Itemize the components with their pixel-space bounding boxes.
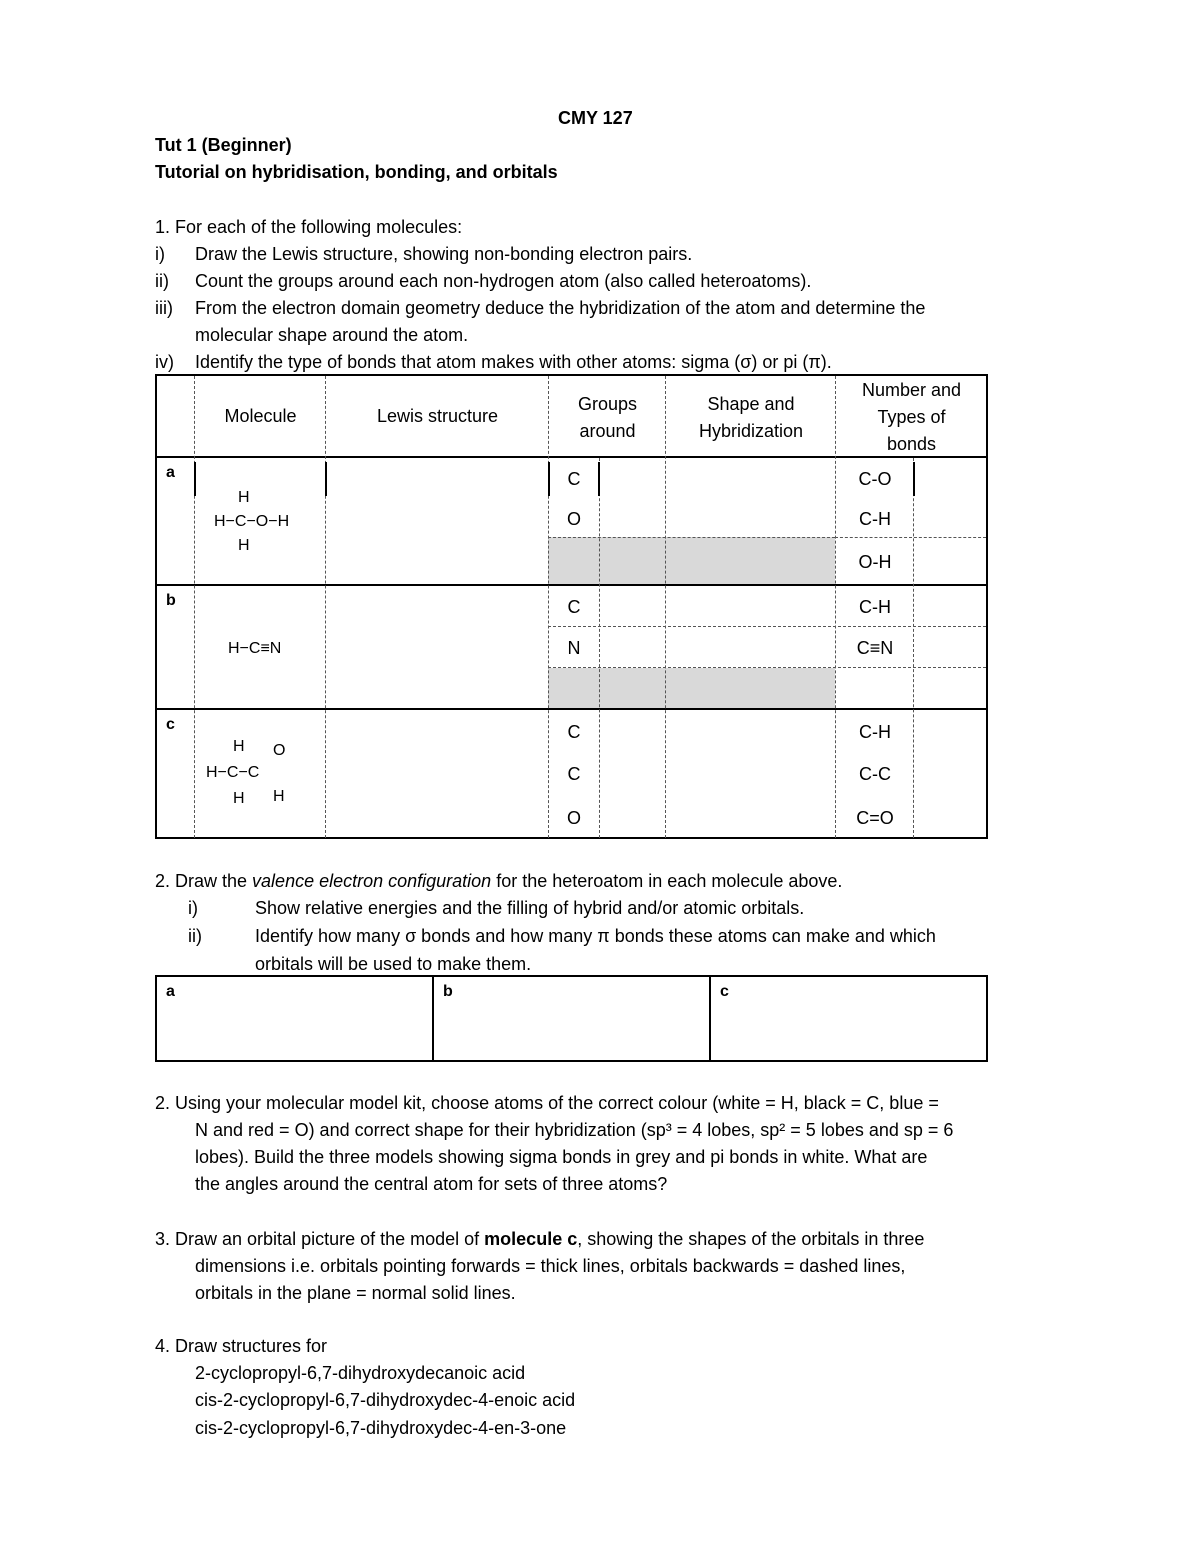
header-groups: Groups [577,394,638,414]
row-label: b [166,592,176,609]
header-lewis: Lewis structure [376,406,499,426]
q2b-line: N and red = O) and correct shape for their hybridization (sp³ = 4 lobes, sp² = 5 lobes and sp = 6 [195,1120,954,1140]
q4-item: 2-cyclopropyl-6,7-dihydroxydecanoic acid [195,1363,526,1383]
atom-cell: C [567,764,581,784]
header-bonds: Number and [861,380,962,400]
q1-item-num: ii) [155,271,169,291]
q2a-item-text: orbitals will be used to make them. [255,954,532,974]
q1-item-text: From the electron domain geometry deduce the hybridization of the atom and determine the [195,298,926,318]
atom-cell: C [567,722,581,742]
bond-cell: C-C [859,764,891,784]
course-code: CMY 127 [558,108,633,128]
q2b-line: lobes). Build the three models showing sigma bonds in grey and pi bonds in white. What are [195,1147,928,1167]
tutorial-subtitle: Tutorial on hybridisation, bonding, and orbitals [155,162,558,182]
bond-cell: C-H [859,722,891,742]
q3-line: dimensions i.e. orbitals pointing forwards = thick lines, orbitals backwards = dashed lines, [195,1256,906,1276]
bond-cell: C≡N [856,638,894,658]
answer-box-c[interactable] [709,975,988,1062]
atom-cell: O [566,509,581,529]
shaded-cell [548,537,835,585]
q4-item: cis-2-cyclopropyl-6,7-dihydroxydec-4-enoic acid [195,1390,576,1410]
atom-cell: C [567,469,581,489]
q1-item-text: Count the groups around each non-hydrogen atom (also called heteroatoms). [195,271,812,291]
q1-item-num: iii) [155,298,173,318]
molecule-b-structure: H−C≡N [228,640,282,657]
q2a-intro: 2. Draw the valence electron configuration for the heteroatom in each molecule above. [155,871,843,891]
header-bonds: Types of [877,407,946,427]
q1-item-num: i) [155,244,165,264]
q3-line: 3. Draw an orbital picture of the model of molecule c, showing the shapes of the orbitals in three [155,1229,925,1249]
header-groups: around [579,421,636,441]
answer-box-a[interactable] [155,975,434,1062]
shaded-cell [548,668,835,709]
q2a-item-text: Show relative energies and the filling of hybrid and/or atomic orbitals. [255,898,805,918]
bond-cell: C-H [859,509,891,529]
answer-box-b[interactable] [432,975,711,1062]
header-bonds: bonds [886,434,937,454]
answer-box-label: a [166,983,175,1000]
bond-cell: O-H [858,552,892,572]
q2a-item-num: ii) [188,926,202,946]
header-shape: Hybridization [698,421,804,441]
answer-box-label: b [443,983,453,1000]
q1-intro: 1. For each of the following molecules: [155,217,463,237]
q1-item-text: molecular shape around the atom. [195,325,469,345]
bond-cell: C-H [859,597,891,617]
atom-cell: O [566,808,581,828]
bond-cell: C-O [858,469,892,489]
bond-cell: C=O [856,808,894,828]
q2b-line: the angles around the central atom for sets of three atoms? [195,1174,668,1194]
atom-cell: N [567,638,581,658]
q1-item-text: Identify the type of bonds that atom makes with other atoms: sigma (σ) or pi (π). [195,352,832,372]
header-molecule: Molecule [224,406,297,426]
q4-item: cis-2-cyclopropyl-6,7-dihydroxydec-4-en-3-one [195,1418,567,1438]
q4-intro: 4. Draw structures for [155,1336,328,1356]
tutorial-number: Tut 1 (Beginner) [155,135,292,155]
q2b-line: 2. Using your molecular model kit, choose atoms of the correct colour (white = H, black = C, blue = [155,1093,939,1113]
q2a-item-text: Identify how many σ bonds and how many π bonds these atoms can make and which [255,926,936,946]
row-label: a [166,464,175,481]
q1-item-text: Draw the Lewis structure, showing non-bonding electron pairs. [195,244,693,264]
q1-item-num: iv) [155,352,174,372]
q2a-item-num: i) [188,898,198,918]
q3-line: orbitals in the plane = normal solid lines. [195,1283,516,1303]
row-label: c [166,716,175,733]
atom-cell: C [567,597,581,617]
answer-box-label: c [720,983,729,1000]
header-shape: Shape and [707,394,795,414]
